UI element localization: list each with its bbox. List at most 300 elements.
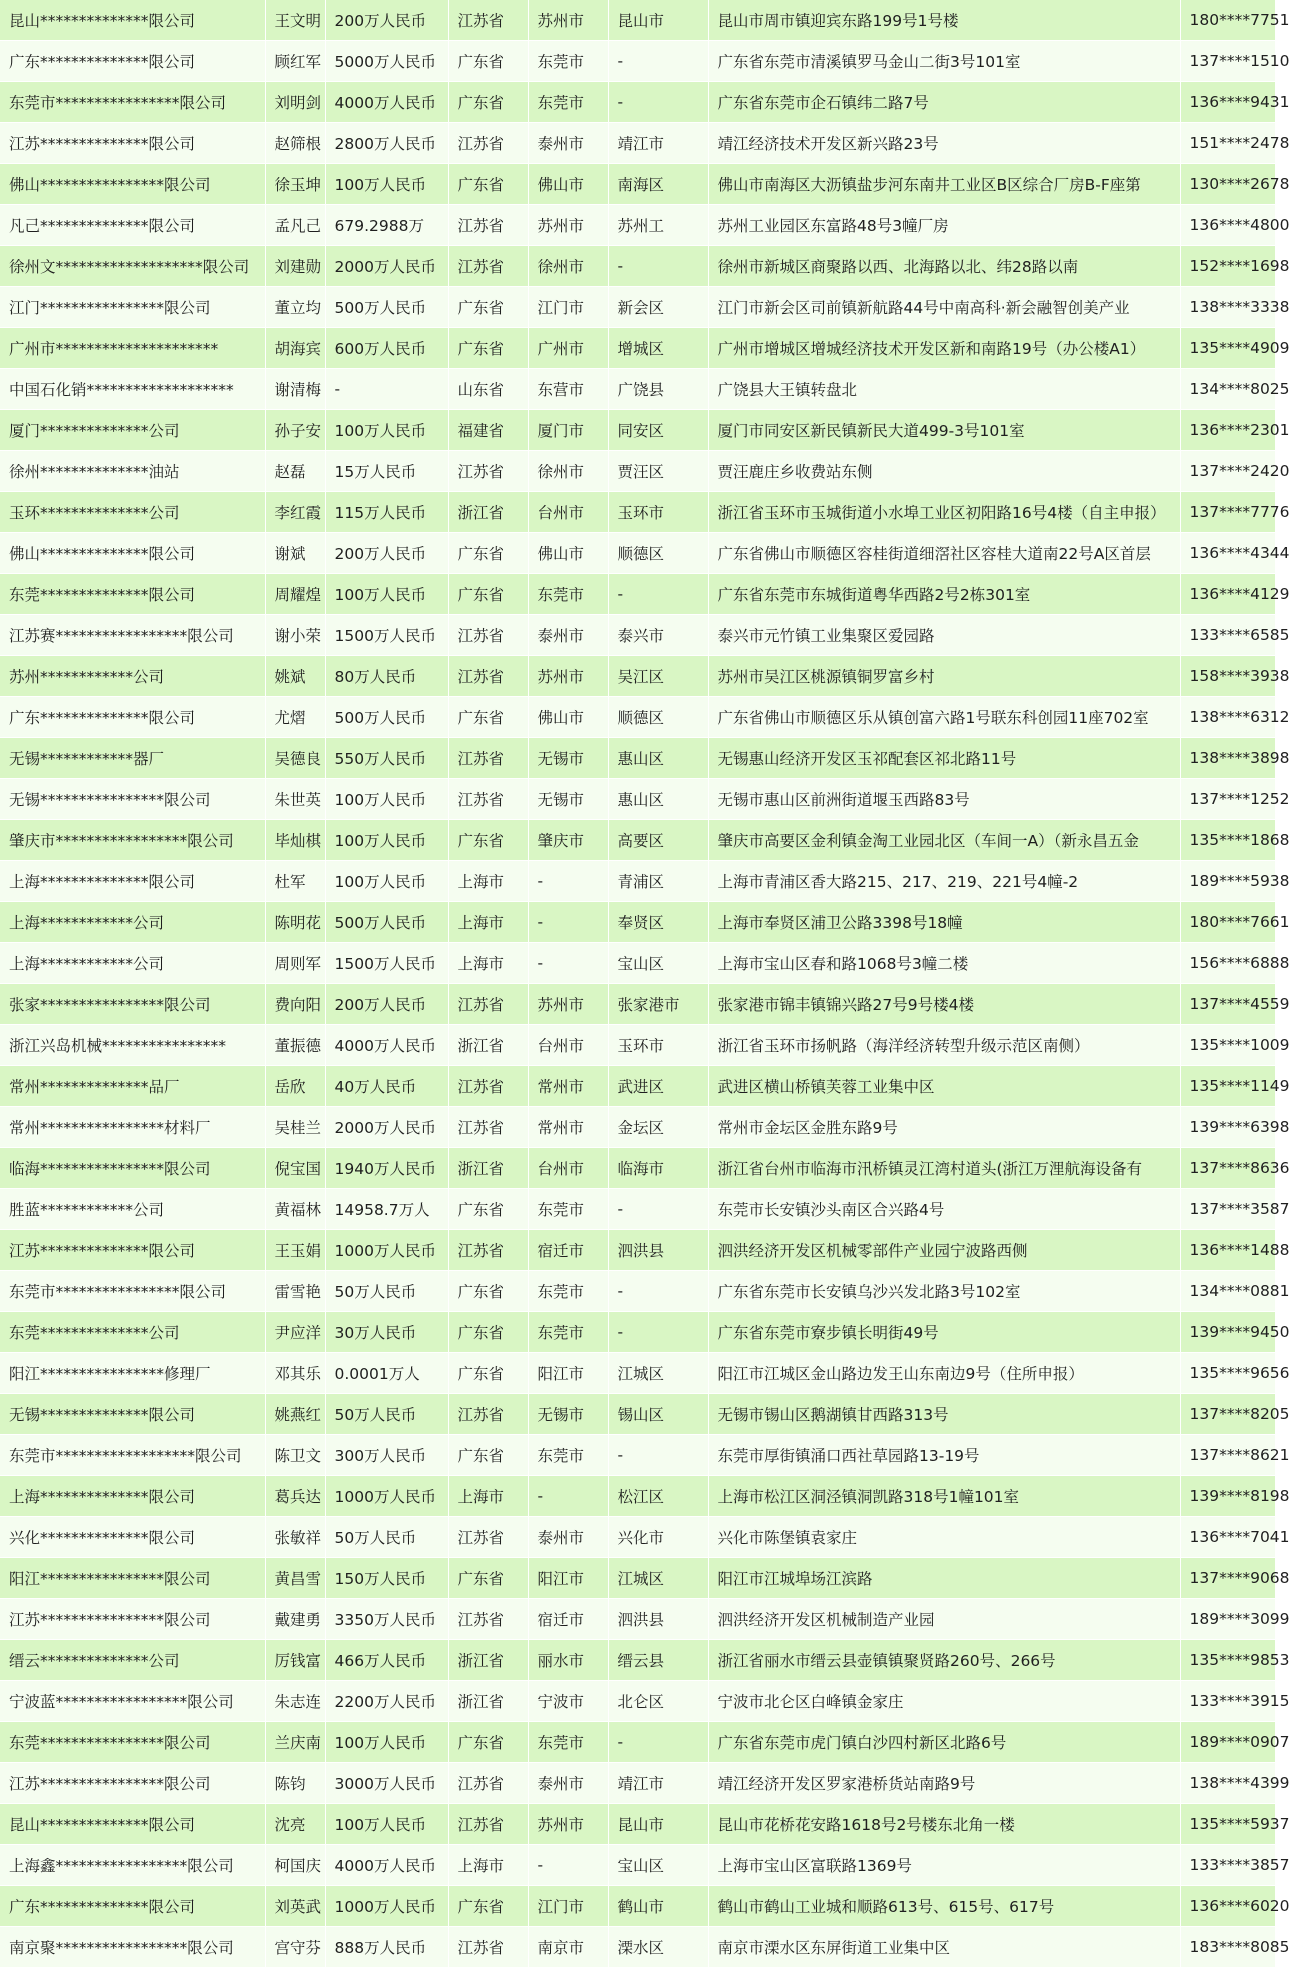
city-cell: 南京市: [528, 1927, 608, 1968]
district-cell: 泗洪县: [608, 1599, 708, 1640]
registered-capital-cell: 600万人民币: [325, 328, 448, 369]
district-cell: 溧水区: [608, 1927, 708, 1968]
address-cell: 徐州市新城区商聚路以西、北海路以北、纬28路以南: [708, 246, 1180, 287]
district-cell: 南海区: [608, 164, 708, 205]
district-cell: 金坛区: [608, 1107, 708, 1148]
district-cell: -: [608, 1435, 708, 1476]
table-row: [0, 1476, 1275, 1517]
contact-person-cell: 徐玉坤: [265, 164, 325, 205]
city-cell: 东莞市: [528, 1722, 608, 1763]
table-row: [0, 1845, 1275, 1886]
registered-capital-cell: 50万人民币: [325, 1271, 448, 1312]
contact-person-cell: 周则军: [265, 943, 325, 984]
city-cell: 东莞市: [528, 41, 608, 82]
phone-cell: 135****9656: [1180, 1353, 1275, 1394]
district-cell: 昆山市: [608, 1804, 708, 1845]
province-cell: 广东省: [448, 1189, 528, 1230]
district-cell: 江城区: [608, 1353, 708, 1394]
city-cell: 泰州市: [528, 123, 608, 164]
address-cell: 浙江省玉环市玉城街道小水埠工业区初阳路16号4楼（自主申报）: [708, 492, 1180, 533]
company-name-cell: 江苏****************限公司: [0, 1763, 265, 1804]
province-cell: 江苏省: [448, 1517, 528, 1558]
contact-person-cell: 刘英武: [265, 1886, 325, 1927]
company-name-cell: 玉环**************公司: [0, 492, 265, 533]
address-cell: 上海市松江区洞泾镇洞凯路318号1幢101室: [708, 1476, 1180, 1517]
province-cell: 浙江省: [448, 1025, 528, 1066]
district-cell: 奉贤区: [608, 902, 708, 943]
district-cell: -: [608, 246, 708, 287]
company-name-cell: 中国石化销*******************: [0, 369, 265, 410]
company-name-cell: 常州**************品厂: [0, 1066, 265, 1107]
table-row: [0, 1722, 1275, 1763]
table-row: [0, 533, 1275, 574]
phone-cell: 133****3915: [1180, 1681, 1275, 1722]
city-cell: 江门市: [528, 287, 608, 328]
registered-capital-cell: 5000万人民币: [325, 41, 448, 82]
city-cell: 无锡市: [528, 1394, 608, 1435]
city-cell: -: [528, 943, 608, 984]
registered-capital-cell: 3350万人民币: [325, 1599, 448, 1640]
registered-capital-cell: 50万人民币: [325, 1517, 448, 1558]
contact-person-cell: 周耀煌: [265, 574, 325, 615]
city-cell: -: [528, 1476, 608, 1517]
registered-capital-cell: 2000万人民币: [325, 246, 448, 287]
province-cell: 广东省: [448, 287, 528, 328]
phone-cell: 189****3099: [1180, 1599, 1275, 1640]
phone-cell: 135****5937: [1180, 1804, 1275, 1845]
company-name-cell: 上海************公司: [0, 943, 265, 984]
address-cell: 佛山市南海区大沥镇盐步河东南井工业区B区综合厂房B-F座第: [708, 164, 1180, 205]
phone-cell: 180****7661: [1180, 902, 1275, 943]
registered-capital-cell: 100万人民币: [325, 861, 448, 902]
address-cell: 上海市奉贤区浦卫公路3398号18幢: [708, 902, 1180, 943]
city-cell: 苏州市: [528, 984, 608, 1025]
city-cell: 泰州市: [528, 1517, 608, 1558]
phone-cell: 189****5938: [1180, 861, 1275, 902]
company-name-cell: 江苏****************限公司: [0, 1599, 265, 1640]
city-cell: 广州市: [528, 328, 608, 369]
registered-capital-cell: 80万人民币: [325, 656, 448, 697]
registered-capital-cell: 550万人民币: [325, 738, 448, 779]
address-cell: 东莞市长安镇沙头南区合兴路4号: [708, 1189, 1180, 1230]
city-cell: 东莞市: [528, 1271, 608, 1312]
province-cell: 江苏省: [448, 1599, 528, 1640]
address-cell: 靖江经济技术开发区新兴路23号: [708, 123, 1180, 164]
city-cell: 无锡市: [528, 738, 608, 779]
province-cell: 江苏省: [448, 1394, 528, 1435]
province-cell: 上海市: [448, 943, 528, 984]
city-cell: 东营市: [528, 369, 608, 410]
contact-person-cell: 陈钧: [265, 1763, 325, 1804]
address-cell: 无锡市锡山区鹅湖镇甘西路313号: [708, 1394, 1180, 1435]
province-cell: 广东省: [448, 533, 528, 574]
province-cell: 广东省: [448, 328, 528, 369]
province-cell: 广东省: [448, 1312, 528, 1353]
province-cell: 浙江省: [448, 492, 528, 533]
contact-person-cell: 孟凡己: [265, 205, 325, 246]
address-cell: 鹤山市鹤山工业城和顺路613号、615号、617号: [708, 1886, 1180, 1927]
province-cell: 浙江省: [448, 1681, 528, 1722]
registered-capital-cell: 500万人民币: [325, 697, 448, 738]
phone-cell: 134****8025: [1180, 369, 1275, 410]
city-cell: 佛山市: [528, 533, 608, 574]
district-cell: 靖江市: [608, 1763, 708, 1804]
phone-cell: 137****2420: [1180, 451, 1275, 492]
district-cell: 宝山区: [608, 943, 708, 984]
table-row: [0, 1271, 1275, 1312]
address-cell: 厦门市同安区新民镇新民大道499-3号101室: [708, 410, 1180, 451]
table-row: [0, 738, 1275, 779]
province-cell: 广东省: [448, 1353, 528, 1394]
contact-person-cell: 王文明: [265, 0, 325, 41]
contact-person-cell: 宫守芬: [265, 1927, 325, 1968]
district-cell: 兴化市: [608, 1517, 708, 1558]
city-cell: 苏州市: [528, 205, 608, 246]
company-name-cell: 常州****************材料厂: [0, 1107, 265, 1148]
phone-cell: 151****2478: [1180, 123, 1275, 164]
province-cell: 江苏省: [448, 1066, 528, 1107]
registered-capital-cell: 2000万人民币: [325, 1107, 448, 1148]
address-cell: 广东省东莞市寮步镇长明街49号: [708, 1312, 1180, 1353]
province-cell: 广东省: [448, 574, 528, 615]
registered-capital-cell: 30万人民币: [325, 1312, 448, 1353]
table-row: [0, 1599, 1275, 1640]
address-cell: 广东省东莞市长安镇乌沙兴发北路3号102室: [708, 1271, 1180, 1312]
phone-cell: 139****8198: [1180, 1476, 1275, 1517]
table-row: [0, 1148, 1275, 1189]
address-cell: 靖江经济开发区罗家港桥货站南路9号: [708, 1763, 1180, 1804]
city-cell: 肇庆市: [528, 820, 608, 861]
registered-capital-cell: 679.2988万: [325, 205, 448, 246]
registered-capital-cell: 100万人民币: [325, 1804, 448, 1845]
address-cell: 广饶县大王镇转盘北: [708, 369, 1180, 410]
registered-capital-cell: 150万人民币: [325, 1558, 448, 1599]
contact-person-cell: 陈明花: [265, 902, 325, 943]
registered-capital-cell: 3000万人民币: [325, 1763, 448, 1804]
contact-person-cell: 葛兵达: [265, 1476, 325, 1517]
registered-capital-cell: 100万人民币: [325, 164, 448, 205]
table-row: [0, 574, 1275, 615]
address-cell: 上海市宝山区春和路1068号3幢二楼: [708, 943, 1180, 984]
address-cell: 泗洪经济开发区机械零部件产业园宁波路西侧: [708, 1230, 1180, 1271]
registered-capital-cell: 100万人民币: [325, 820, 448, 861]
phone-cell: 138****3898: [1180, 738, 1275, 779]
address-cell: 南京市溧水区东屏街道工业集中区: [708, 1927, 1180, 1968]
contact-person-cell: 黄福林: [265, 1189, 325, 1230]
phone-cell: 135****4909: [1180, 328, 1275, 369]
phone-cell: 136****4800: [1180, 205, 1275, 246]
phone-cell: 180****7751: [1180, 0, 1275, 41]
contact-person-cell: 朱志连: [265, 1681, 325, 1722]
phone-cell: 136****4129: [1180, 574, 1275, 615]
registered-capital-cell: 500万人民币: [325, 902, 448, 943]
company-name-cell: 浙江兴岛机械****************: [0, 1025, 265, 1066]
city-cell: 苏州市: [528, 0, 608, 41]
district-cell: -: [608, 41, 708, 82]
district-cell: 玉环市: [608, 492, 708, 533]
province-cell: 上海市: [448, 1845, 528, 1886]
registered-capital-cell: 200万人民币: [325, 0, 448, 41]
city-cell: -: [528, 1845, 608, 1886]
contact-person-cell: 雷雪艳: [265, 1271, 325, 1312]
phone-cell: 136****2301: [1180, 410, 1275, 451]
contact-person-cell: 赵磊: [265, 451, 325, 492]
registered-capital-cell: 115万人民币: [325, 492, 448, 533]
province-cell: 江苏省: [448, 779, 528, 820]
city-cell: 泰州市: [528, 615, 608, 656]
table-row: [0, 328, 1275, 369]
city-cell: 佛山市: [528, 697, 608, 738]
district-cell: 鹤山市: [608, 1886, 708, 1927]
district-cell: 苏州工: [608, 205, 708, 246]
address-cell: 广州市增城区增城经济技术开发区新和南路19号（办公楼A1）: [708, 328, 1180, 369]
district-cell: 高要区: [608, 820, 708, 861]
city-cell: 东莞市: [528, 82, 608, 123]
contact-person-cell: 兰庆南: [265, 1722, 325, 1763]
company-name-cell: 东莞市****************限公司: [0, 1271, 265, 1312]
phone-cell: 138****4399: [1180, 1763, 1275, 1804]
address-cell: 浙江省玉环市扬帆路（海洋经济转型升级示范区南侧）: [708, 1025, 1180, 1066]
company-name-cell: 苏州************公司: [0, 656, 265, 697]
district-cell: 松江区: [608, 1476, 708, 1517]
city-cell: -: [528, 902, 608, 943]
company-name-cell: 广东**************限公司: [0, 697, 265, 738]
city-cell: 常州市: [528, 1107, 608, 1148]
address-cell: 无锡惠山经济开发区玉祁配套区祁北路11号: [708, 738, 1180, 779]
district-cell: -: [608, 1722, 708, 1763]
table-row: [0, 902, 1275, 943]
contact-person-cell: 赵筛根: [265, 123, 325, 164]
phone-cell: 156****6888: [1180, 943, 1275, 984]
table-row: [0, 1804, 1275, 1845]
city-cell: 台州市: [528, 1148, 608, 1189]
contact-person-cell: 岳欣: [265, 1066, 325, 1107]
district-cell: 张家港市: [608, 984, 708, 1025]
table-row: [0, 1107, 1275, 1148]
contact-person-cell: 尤熠: [265, 697, 325, 738]
registered-capital-cell: 1000万人民币: [325, 1476, 448, 1517]
phone-cell: 137****8621: [1180, 1435, 1275, 1476]
company-name-cell: 上海************公司: [0, 902, 265, 943]
province-cell: 江苏省: [448, 123, 528, 164]
table-row: [0, 943, 1275, 984]
registered-capital-cell: 1500万人民币: [325, 615, 448, 656]
district-cell: 广饶县: [608, 369, 708, 410]
province-cell: 广东省: [448, 82, 528, 123]
phone-cell: 139****9450: [1180, 1312, 1275, 1353]
address-cell: 宁波市北仑区白峰镇金家庄: [708, 1681, 1180, 1722]
province-cell: 江苏省: [448, 615, 528, 656]
registered-capital-cell: 100万人民币: [325, 574, 448, 615]
company-name-cell: 江苏**************限公司: [0, 123, 265, 164]
company-name-cell: 张家****************限公司: [0, 984, 265, 1025]
city-cell: -: [528, 861, 608, 902]
registered-capital-cell: 2200万人民币: [325, 1681, 448, 1722]
phone-cell: 134****0881: [1180, 1271, 1275, 1312]
registered-capital-cell: 200万人民币: [325, 984, 448, 1025]
district-cell: -: [608, 1189, 708, 1230]
province-cell: 江苏省: [448, 738, 528, 779]
contact-person-cell: 柯国庆: [265, 1845, 325, 1886]
phone-cell: 136****7041: [1180, 1517, 1275, 1558]
province-cell: 广东省: [448, 164, 528, 205]
contact-person-cell: 朱世英: [265, 779, 325, 820]
phone-cell: 137****1252: [1180, 779, 1275, 820]
city-cell: 丽水市: [528, 1640, 608, 1681]
city-cell: 常州市: [528, 1066, 608, 1107]
company-name-cell: 上海**************限公司: [0, 861, 265, 902]
phone-cell: 183****8085: [1180, 1927, 1275, 1968]
district-cell: 锡山区: [608, 1394, 708, 1435]
contact-person-cell: 谢小荣: [265, 615, 325, 656]
table-row: [0, 246, 1275, 287]
table-row: [0, 615, 1275, 656]
province-cell: 福建省: [448, 410, 528, 451]
company-name-cell: 江苏赛*****************限公司: [0, 615, 265, 656]
company-name-cell: 上海鑫*****************限公司: [0, 1845, 265, 1886]
district-cell: 北仑区: [608, 1681, 708, 1722]
phone-cell: 137****7776: [1180, 492, 1275, 533]
province-cell: 广东省: [448, 820, 528, 861]
contact-person-cell: 谢斌: [265, 533, 325, 574]
company-name-cell: 江门****************限公司: [0, 287, 265, 328]
registered-capital-cell: -: [325, 369, 448, 410]
phone-cell: 137****3587: [1180, 1189, 1275, 1230]
registered-capital-cell: 2800万人民币: [325, 123, 448, 164]
table-row: [0, 861, 1275, 902]
city-cell: 徐州市: [528, 451, 608, 492]
company-name-cell: 东莞市****************限公司: [0, 82, 265, 123]
company-name-cell: 兴化**************限公司: [0, 1517, 265, 1558]
table-row: [0, 410, 1275, 451]
province-cell: 浙江省: [448, 1148, 528, 1189]
phone-cell: 152****1698: [1180, 246, 1275, 287]
city-cell: 苏州市: [528, 656, 608, 697]
phone-cell: 133****6585: [1180, 615, 1275, 656]
address-cell: 武进区横山桥镇芙蓉工业集中区: [708, 1066, 1180, 1107]
phone-cell: 135****1009: [1180, 1025, 1275, 1066]
province-cell: 江苏省: [448, 451, 528, 492]
registered-capital-cell: 1000万人民币: [325, 1886, 448, 1927]
table-row: [0, 1517, 1275, 1558]
contact-person-cell: 沈亮: [265, 1804, 325, 1845]
address-cell: 广东省佛山市顺德区乐从镇创富六路1号联东科创园11座702室: [708, 697, 1180, 738]
district-cell: 靖江市: [608, 123, 708, 164]
province-cell: 江苏省: [448, 1230, 528, 1271]
contact-person-cell: 尹应洋: [265, 1312, 325, 1353]
address-cell: 江门市新会区司前镇新航路44号中南高科·新会融智创美产业: [708, 287, 1180, 328]
company-name-cell: 江苏**************限公司: [0, 1230, 265, 1271]
city-cell: 东莞市: [528, 1312, 608, 1353]
table-row: [0, 1394, 1275, 1435]
table-row: [0, 1025, 1275, 1066]
contact-person-cell: 刘明剑: [265, 82, 325, 123]
table-row: [0, 205, 1275, 246]
contact-person-cell: 吴桂兰: [265, 1107, 325, 1148]
table-row: [0, 984, 1275, 1025]
address-cell: 兴化市陈堡镇袁家庄: [708, 1517, 1180, 1558]
contact-person-cell: 毕灿棋: [265, 820, 325, 861]
city-cell: 东莞市: [528, 1189, 608, 1230]
company-name-cell: 无锡****************限公司: [0, 779, 265, 820]
company-name-cell: 阳江****************修理厂: [0, 1353, 265, 1394]
phone-cell: 137****9068: [1180, 1558, 1275, 1599]
province-cell: 山东省: [448, 369, 528, 410]
phone-cell: 138****3338: [1180, 287, 1275, 328]
phone-cell: 133****3857: [1180, 1845, 1275, 1886]
district-cell: -: [608, 1271, 708, 1312]
table-row: [0, 1558, 1275, 1599]
table-row: [0, 1312, 1275, 1353]
province-cell: 江苏省: [448, 656, 528, 697]
address-cell: 东莞市厚街镇涌口西社草园路13-19号: [708, 1435, 1180, 1476]
province-cell: 江苏省: [448, 0, 528, 41]
table-row: [0, 369, 1275, 410]
address-cell: 苏州工业园区东富路48号3幢厂房: [708, 205, 1180, 246]
district-cell: 同安区: [608, 410, 708, 451]
phone-cell: 189****0907: [1180, 1722, 1275, 1763]
district-cell: 增城区: [608, 328, 708, 369]
registered-capital-cell: 4000万人民币: [325, 1845, 448, 1886]
city-cell: 厦门市: [528, 410, 608, 451]
address-cell: 常州市金坛区金胜东路9号: [708, 1107, 1180, 1148]
company-name-cell: 昆山**************限公司: [0, 0, 265, 41]
table-row: [0, 123, 1275, 164]
address-cell: 广东省东莞市清溪镇罗马金山二街3号101室: [708, 41, 1180, 82]
district-cell: 武进区: [608, 1066, 708, 1107]
table-row: [0, 0, 1275, 41]
address-cell: 苏州市吴江区桃源镇铜罗富乡村: [708, 656, 1180, 697]
city-cell: 东莞市: [528, 1435, 608, 1476]
province-cell: 江苏省: [448, 1927, 528, 1968]
contact-person-cell: 董振德: [265, 1025, 325, 1066]
table-row: [0, 656, 1275, 697]
table-row: [0, 41, 1275, 82]
city-cell: 佛山市: [528, 164, 608, 205]
contact-person-cell: 戴建勇: [265, 1599, 325, 1640]
contact-person-cell: 谢清梅: [265, 369, 325, 410]
registered-capital-cell: 100万人民币: [325, 779, 448, 820]
province-cell: 广东省: [448, 1435, 528, 1476]
contact-person-cell: 王玉娟: [265, 1230, 325, 1271]
address-cell: 肇庆市高要区金利镇金淘工业园北区（车间一A）（新永昌五金: [708, 820, 1180, 861]
district-cell: 顺德区: [608, 533, 708, 574]
district-cell: -: [608, 1312, 708, 1353]
table-row: [0, 1353, 1275, 1394]
province-cell: 江苏省: [448, 1107, 528, 1148]
district-cell: 泗洪县: [608, 1230, 708, 1271]
company-name-cell: 东莞**************限公司: [0, 574, 265, 615]
contact-person-cell: 顾红军: [265, 41, 325, 82]
address-cell: 广东省东莞市企石镇纬二路7号: [708, 82, 1180, 123]
city-cell: 东莞市: [528, 574, 608, 615]
registered-capital-cell: 300万人民币: [325, 1435, 448, 1476]
contact-person-cell: 杜军: [265, 861, 325, 902]
province-cell: 广东省: [448, 1886, 528, 1927]
district-cell: 泰兴市: [608, 615, 708, 656]
phone-cell: 136****9431: [1180, 82, 1275, 123]
province-cell: 江苏省: [448, 205, 528, 246]
table-row: [0, 1763, 1275, 1804]
table-row: [0, 1435, 1275, 1476]
address-cell: 张家港市锦丰镇锦兴路27号9号楼4楼: [708, 984, 1180, 1025]
contact-person-cell: 孙子安: [265, 410, 325, 451]
table-row: [0, 697, 1275, 738]
city-cell: 泰州市: [528, 1763, 608, 1804]
province-cell: 江苏省: [448, 1763, 528, 1804]
registered-capital-cell: 40万人民币: [325, 1066, 448, 1107]
city-cell: 阳江市: [528, 1353, 608, 1394]
